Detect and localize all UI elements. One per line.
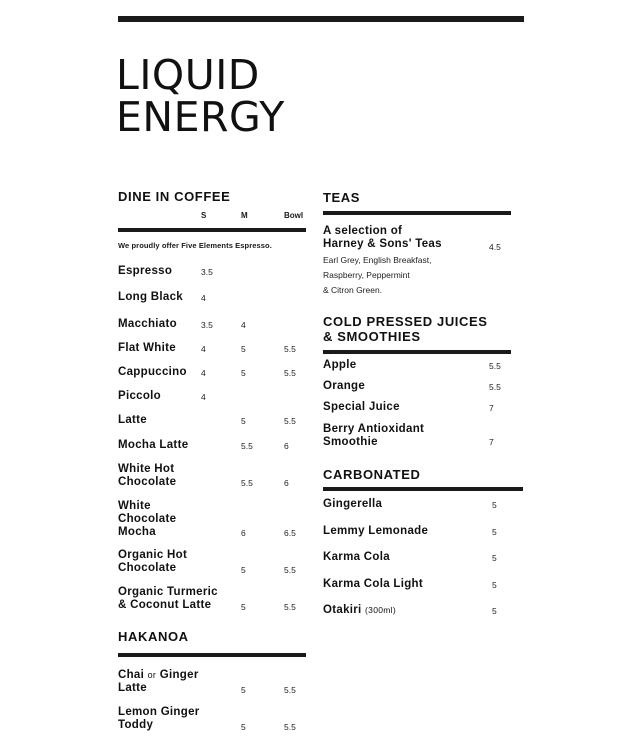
- menu-item-long-black: [118, 291, 183, 304]
- hakanoa-rule: [118, 653, 306, 657]
- item-name-line: Chocolate: [118, 476, 177, 488]
- item-name-part: Chai: [118, 669, 145, 681]
- juices-heading-line: & SMOOTHIES: [323, 329, 421, 344]
- price-medium: 5: [241, 565, 246, 575]
- menu-item-lemon-ginger-toddy: [118, 706, 200, 732]
- price: 5: [492, 553, 497, 563]
- item-name-line: Berry Antioxidant: [323, 423, 425, 435]
- price-medium: 5.5: [241, 478, 253, 488]
- item-name: Flat White: [118, 342, 176, 354]
- menu-item-berry-antioxidant-smoothie: [323, 423, 424, 449]
- menu-item-organic-hot-chocolate: [118, 549, 187, 575]
- menu-item-apple: [323, 359, 356, 372]
- item-name-line: White: [118, 500, 151, 512]
- coffee-rule: [118, 228, 306, 232]
- size-header-small: S: [201, 211, 207, 220]
- item-name: [323, 604, 396, 617]
- menu-item-karma-cola: [323, 551, 390, 564]
- menu-item-white-chocolate-mocha: [118, 500, 176, 539]
- menu-item-mocha-latte: [118, 439, 188, 452]
- item-name-line: Latte: [118, 682, 147, 694]
- price-bowl: 6: [284, 441, 289, 451]
- menu-item-cappuccino: [118, 366, 187, 379]
- item-name: Karma Cola Light: [323, 578, 424, 590]
- price: 5: [492, 580, 497, 590]
- price-bowl: 5.5: [284, 722, 296, 732]
- menu-item-piccolo: [118, 390, 161, 403]
- item-or: or: [147, 670, 157, 680]
- dine-in-coffee-heading: DINE IN COFFEE: [118, 189, 231, 204]
- price-bowl: 5.5: [284, 565, 296, 575]
- menu-item-macchiato: [118, 318, 177, 331]
- menu-item-special-juice: [323, 401, 400, 414]
- price-bowl: 5.5: [284, 416, 296, 426]
- item-name: Apple: [323, 359, 357, 371]
- price-small: 4: [201, 392, 206, 402]
- item-name: Karma Cola: [323, 551, 390, 563]
- teas-description: [323, 253, 432, 298]
- menu-item-karma-cola-light: [323, 578, 423, 591]
- price: 5: [492, 606, 497, 616]
- juices-heading-line: COLD PRESSED JUICES: [323, 314, 488, 329]
- item-name-line: A selection of: [323, 225, 403, 237]
- menu-item-otakiri: [323, 604, 396, 617]
- price-bowl: 6.5: [284, 528, 296, 538]
- item-name-line: Harney & Sons' Teas: [323, 238, 442, 250]
- item-name-line: Smoothie: [323, 436, 378, 448]
- price-bowl: 5.5: [284, 368, 296, 378]
- item-name-line: Chocolate: [118, 513, 177, 525]
- price-medium: 5: [241, 416, 246, 426]
- price-medium: 5: [241, 344, 246, 354]
- item-name: Espresso: [118, 265, 173, 277]
- price: 7: [489, 403, 494, 413]
- description-line: Raspberry, Peppermint: [323, 270, 410, 280]
- espresso-note: We proudly offer Five Elements Espresso.: [118, 241, 272, 250]
- item-name-line: Lemon Ginger: [118, 706, 200, 718]
- description-line: & Citron Green.: [323, 285, 383, 295]
- hakanoa-heading: HAKANOA: [118, 629, 189, 644]
- item-name: Macchiato: [118, 318, 177, 330]
- carbonated-heading: CARBONATED: [323, 467, 421, 482]
- item-name-line: Organic Turmeric: [118, 586, 218, 598]
- price-small: 4: [201, 368, 206, 378]
- menu-item-gingerella: [323, 498, 382, 511]
- item-name-line: [118, 669, 199, 682]
- price-medium: 5: [241, 722, 246, 732]
- price-bowl: 5.5: [284, 344, 296, 354]
- menu-title: [116, 51, 285, 141]
- menu-item-harney-sons-teas: [323, 225, 442, 251]
- price-bowl: 6: [284, 478, 289, 488]
- menu-title-line-1: LIQUID: [116, 51, 260, 99]
- menu-item-espresso: [118, 265, 172, 278]
- price-medium: 5: [241, 368, 246, 378]
- price: 5.5: [489, 382, 501, 392]
- menu-item-organic-turmeric-coconut-latte: [118, 586, 218, 612]
- price: 7: [489, 437, 494, 447]
- item-name-line: Organic Hot: [118, 549, 188, 561]
- size-header-medium: M: [241, 211, 248, 220]
- price-small: 4: [201, 344, 206, 354]
- price-medium: 4: [241, 320, 246, 330]
- menu-item-white-hot-chocolate: [118, 463, 176, 489]
- item-name: Piccolo: [118, 390, 162, 402]
- item-name-part: Otakiri: [323, 604, 362, 616]
- top-rule: [118, 16, 524, 22]
- item-name: Orange: [323, 380, 366, 392]
- menu-item-lemmy-lemonade: [323, 525, 428, 538]
- price: 5: [492, 500, 497, 510]
- price-small: 3.5: [201, 320, 213, 330]
- item-name: Long Black: [118, 291, 183, 303]
- price-medium: 5: [241, 685, 246, 695]
- juices-rule: [323, 350, 511, 354]
- menu-item-latte: [118, 414, 147, 427]
- item-name-part: Ginger: [159, 669, 199, 681]
- price-medium: 5: [241, 602, 246, 612]
- price: 5.5: [489, 361, 501, 371]
- price-small: 4: [201, 293, 206, 303]
- price: 5: [492, 527, 497, 537]
- item-name: Mocha Latte: [118, 439, 189, 451]
- item-name: Latte: [118, 414, 147, 426]
- item-name-line: Toddy: [118, 719, 154, 731]
- menu-item-chai-ginger-latte: [118, 669, 199, 695]
- juices-heading: [323, 314, 488, 344]
- description-line: Earl Grey, English Breakfast,: [323, 255, 432, 265]
- item-name-line: Mocha: [118, 526, 156, 538]
- price-bowl: 5.5: [284, 602, 296, 612]
- carbonated-rule: [323, 487, 523, 491]
- item-name: Lemmy Lemonade: [323, 525, 429, 537]
- price: 4.5: [489, 242, 501, 252]
- item-name-line: & Coconut Latte: [118, 599, 212, 611]
- price-medium: 6: [241, 528, 246, 538]
- item-name: Special Juice: [323, 401, 400, 413]
- menu-title-line-2: ENERGY: [116, 93, 285, 141]
- price-medium: 5.5: [241, 441, 253, 451]
- price-bowl: 5.5: [284, 685, 296, 695]
- item-name: Cappuccino: [118, 366, 187, 378]
- item-name-line: Chocolate: [118, 562, 177, 574]
- menu-item-orange: [323, 380, 365, 393]
- item-name-line: White Hot: [118, 463, 175, 475]
- size-header-bowl: Bowl: [284, 211, 304, 220]
- price-small: 3.5: [201, 267, 213, 277]
- item-name: Gingerella: [323, 498, 383, 510]
- teas-rule: [323, 211, 511, 215]
- menu-item-flat-white: [118, 342, 176, 355]
- item-qualifier: (300ml): [365, 605, 396, 615]
- teas-heading: TEAS: [323, 190, 361, 205]
